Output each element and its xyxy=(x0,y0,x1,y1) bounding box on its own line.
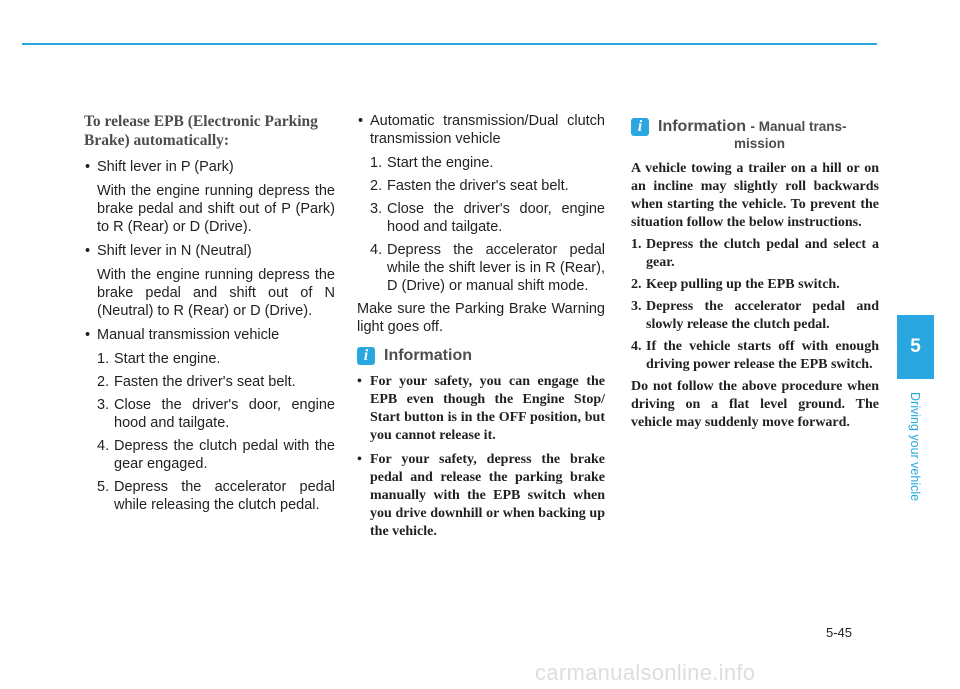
step-text: If the vehicle starts off with enough driving power release the EPB switch. xyxy=(646,339,879,372)
info-subtitle: - Manual trans- xyxy=(750,119,847,134)
step-text: Start the engine. xyxy=(114,351,221,367)
info-bullet-text: For your safety, depress the brake pedal and release the parking brake manually with the EPB switch when you drive downhill or when backing up the vehicle. xyxy=(370,452,605,539)
bullet-manual-label: Manual transmission vehicle xyxy=(97,327,280,343)
info-icon: i xyxy=(357,347,375,365)
bullet-manual xyxy=(84,326,335,344)
manual-step xyxy=(84,350,335,368)
manual-step xyxy=(84,478,335,514)
bullet-park-label: Shift lever in P (Park) xyxy=(97,159,234,175)
automatic-step xyxy=(357,200,605,236)
info-header xyxy=(357,346,605,365)
bullet-dot: • xyxy=(85,327,91,343)
info-title-block xyxy=(658,117,846,152)
step-text: Keep pulling up the EPB switch. xyxy=(646,277,840,292)
step-text: Depress the clutch pedal and select a gear. xyxy=(646,237,879,270)
bullet-neutral-label: Shift lever in N (Neutral) xyxy=(97,243,252,259)
bullet-automatic-label: Automatic transmission/Dual clutch transmission vehicle xyxy=(370,113,605,147)
step-number: 2. xyxy=(631,277,642,292)
step-number: 4. xyxy=(97,438,110,454)
info-header xyxy=(631,117,879,152)
info-step xyxy=(631,298,879,334)
warning-light-note: Make sure the Parking Brake Warning light goes off. xyxy=(357,301,605,335)
automatic-step xyxy=(357,177,605,195)
step-number: 4. xyxy=(631,339,642,354)
step-text: Fasten the driver's seat belt. xyxy=(114,374,296,390)
step-number: 1. xyxy=(370,155,383,171)
automatic-step xyxy=(357,154,605,172)
info-step xyxy=(631,338,879,374)
step-text: Start the engine. xyxy=(387,155,494,171)
step-text: Depress the accelerator pedal and slowly release the clutch pedal. xyxy=(646,299,879,332)
bullet-park-text: With the engine running depress the brake pedal and shift out of P (Park) to R (Rear) or D (Drive). xyxy=(97,183,335,235)
info-title: Information xyxy=(658,118,746,135)
bullet-neutral-text: With the engine running depress the brake pedal and shift out of N (Neutral) to R (Rear) or D (Drive). xyxy=(97,267,335,319)
manual-step xyxy=(84,437,335,473)
section-number-tab[interactable]: 5 xyxy=(897,315,934,379)
bullet-dot: • xyxy=(358,113,364,129)
step-number: 4. xyxy=(370,242,383,258)
step-text: Close the driver's door, engine hood and tailgate. xyxy=(114,397,335,431)
info-bullet xyxy=(357,373,605,445)
automatic-step xyxy=(357,241,605,295)
info-icon: i xyxy=(631,118,649,136)
bullet-automatic xyxy=(357,112,605,148)
info-title: Information xyxy=(384,347,472,364)
bullet-dot: • xyxy=(357,374,362,389)
bullet-dot: • xyxy=(85,243,91,259)
auto-release-heading: To release EPB (Electronic Parking Brake) automatically: xyxy=(84,113,318,149)
info-intro: A vehicle towing a trailer on a hill or on an incline may slightly roll backwards when starting the vehicle. To prevent the situation follow the below instructions. xyxy=(631,161,879,230)
column-2 xyxy=(357,112,605,547)
manual-step xyxy=(84,396,335,432)
step-number: 3. xyxy=(370,201,383,217)
info-step xyxy=(631,276,879,294)
top-rule xyxy=(22,43,877,45)
step-text: Fasten the driver's seat belt. xyxy=(387,178,569,194)
step-number: 3. xyxy=(631,299,642,314)
info-bullet-text: For your safety, you can engage the EPB even though the Engine Stop/ Start button is in the OFF position, but you cannot release it. xyxy=(370,374,605,443)
info-step xyxy=(631,236,879,272)
step-number: 1. xyxy=(631,237,642,252)
step-number: 2. xyxy=(370,178,383,194)
step-number: 5. xyxy=(97,479,110,495)
bullet-dot: • xyxy=(357,452,362,467)
column-1 xyxy=(84,112,335,519)
bullet-park xyxy=(84,158,335,176)
watermark: carmanualsonline.info xyxy=(535,660,756,685)
page-number: 5-45 xyxy=(826,625,853,640)
step-text: Close the driver's door, engine hood and tailgate. xyxy=(387,201,605,235)
info-outro: Do not follow the above procedure when driving on a flat level ground. The vehicle may suddenly move forward. xyxy=(631,379,879,430)
step-number: 1. xyxy=(97,351,110,367)
step-text: Depress the clutch pedal with the gear engaged. xyxy=(114,438,335,472)
bullet-dot: • xyxy=(85,159,91,175)
manual-step xyxy=(84,373,335,391)
step-text: Depress the accelerator pedal while the shift lever is in R (Rear), D (Drive) or manual shift mode. xyxy=(387,242,605,294)
step-text: Depress the accelerator pedal while releasing the clutch pedal. xyxy=(114,479,335,513)
column-3 xyxy=(631,112,879,436)
step-number: 2. xyxy=(97,374,110,390)
info-bullet xyxy=(357,451,605,541)
info-subtitle-cont: mission xyxy=(734,136,786,151)
step-number: 3. xyxy=(97,397,110,413)
section-title-vertical: Driving your vehicle xyxy=(908,392,922,502)
bullet-neutral xyxy=(84,242,335,260)
